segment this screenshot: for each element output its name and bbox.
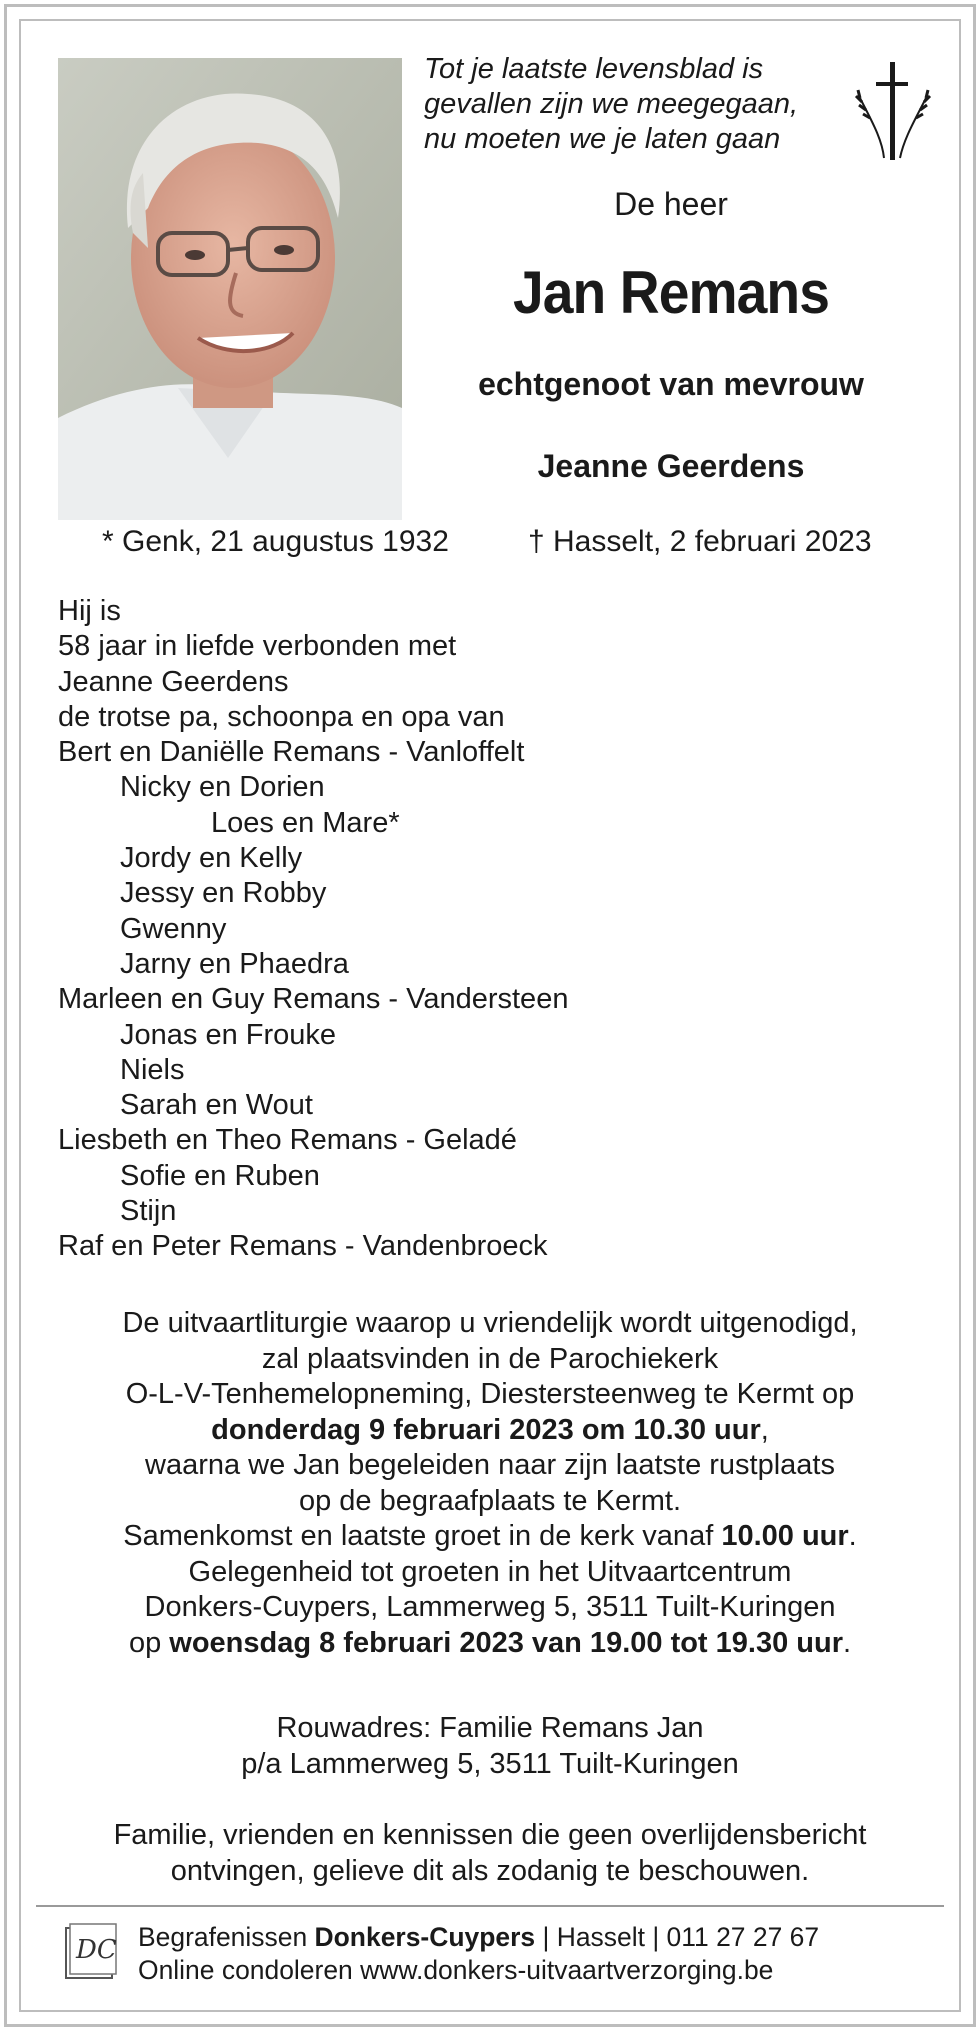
visit-prefix: op — [128, 1626, 162, 1659]
spouse-name: Jeanne Geerdens — [537, 448, 805, 484]
title-prefix: De heer — [614, 186, 728, 222]
poem-line: gevallen zijn we meegegaan, — [424, 88, 799, 120]
portrait-photo — [58, 58, 402, 520]
grandchild: Jessy en Robby — [120, 877, 327, 910]
liturgy-date: donderdag 9 februari 2023 om 10.30 uur — [211, 1413, 761, 1446]
grandchild: Nicky en Dorien — [120, 771, 325, 804]
deceased-name: Jan Remans — [512, 259, 830, 326]
grandchild: Gwenny — [120, 912, 227, 945]
grandchild: Sofie en Ruben — [120, 1159, 320, 1192]
family-list — [58, 594, 918, 1265]
footer-info — [138, 1921, 819, 1987]
liturgy-line: zal plaatsvinden in de Parochiekerk — [261, 1342, 719, 1375]
gathering-line — [40, 1519, 940, 1555]
visit-time: woensdag 8 februari 2023 van 19.00 tot 19.30 uur — [169, 1626, 843, 1659]
grandchild: Jonas en Frouke — [120, 1018, 337, 1051]
gathering-suffix: . — [848, 1520, 857, 1552]
child-couple: Marleen en Guy Remans - Vandersteen — [58, 983, 569, 1016]
gathering-prefix: Samenkomst en laatste groet in de kerk vanaf — [123, 1520, 714, 1552]
footer-phone: 011 27 27 67 — [666, 1922, 820, 1952]
child-couple: Raf en Peter Remans - Vandenbroeck — [58, 1230, 548, 1263]
visit-suffix: . — [843, 1626, 852, 1659]
liturgy-line: O-L-V-Tenhemelopneming, Diestersteenweg te Kermt op — [125, 1378, 855, 1410]
liturgy-line: Donkers-Cuypers, Lammerweg 5, 3511 Tuilt-Kuringen — [144, 1591, 836, 1623]
grandchild: Jarny en Phaedra — [120, 947, 349, 980]
footer-company: Donkers-Cuypers — [314, 1922, 536, 1952]
funeral-home-logo — [64, 1922, 118, 1980]
liturgy-date-suffix: , — [760, 1413, 769, 1446]
child-couple: Liesbeth en Theo Remans - Geladé — [58, 1124, 517, 1157]
cross-icon — [854, 58, 932, 160]
notice-line: Familie, vrienden en kennissen die geen overlijdensbericht — [113, 1819, 867, 1851]
visit-line — [40, 1626, 940, 1662]
family-intro-line: 58 jaar in liefde verbonden met — [58, 630, 457, 663]
liturgy-date-line — [40, 1413, 940, 1449]
great-grandchild: Loes en Mare* — [211, 806, 400, 839]
grandchild: Stijn — [120, 1195, 177, 1228]
grandchild: Sarah en Wout — [120, 1089, 313, 1122]
footer-prefix: Begrafenissen — [138, 1922, 308, 1952]
liturgy-line: waarna we Jan begeleiden naar zijn laatste rustplaats — [145, 1449, 835, 1481]
footer-separator: | — [542, 1922, 550, 1952]
death-info: † Hasselt, 2 februari 2023 — [528, 525, 872, 558]
footer-divider — [36, 1905, 944, 1907]
footer-city: Hasselt — [556, 1922, 645, 1952]
notice-text — [40, 1818, 940, 1889]
logo-text: DC — [76, 1935, 117, 1965]
footer-online-line: Online condoleren www.donkers-uitvaartverzorging.be — [138, 1955, 774, 1985]
footer-line-1 — [138, 1921, 819, 1954]
notice-line: ontvingen, gelieve dit als zodanig te beschouwen. — [170, 1854, 810, 1887]
family-intro-line: Hij is — [58, 595, 121, 627]
mourning-address — [40, 1711, 940, 1782]
poem-line: Tot je laatste levensblad is — [424, 53, 764, 85]
funeral-details — [40, 1306, 940, 1661]
footer-separator: | — [652, 1922, 660, 1952]
liturgy-line: De uitvaartliturgie waarop u vriendelijk wordt uitgenodigd, — [122, 1307, 858, 1339]
child-couple: Bert en Daniëlle Remans - Vanloffelt — [58, 736, 525, 769]
liturgy-line: Gelegenheid tot groeten in het Uitvaartcentrum — [188, 1555, 792, 1588]
grandchild: Niels — [120, 1053, 185, 1086]
spouse-label: echtgenoot van mevrouw — [478, 366, 864, 402]
poem-line: nu moeten we je laten gaan — [424, 123, 781, 155]
address-line: Rouwadres: Familie Remans Jan — [276, 1712, 704, 1744]
liturgy-line: op de begraafplaats te Kermt. — [298, 1484, 682, 1517]
gathering-time: 10.00 uur — [721, 1520, 849, 1552]
family-intro-line: de trotse pa, schoonpa en opa van — [58, 700, 505, 733]
memorial-poem — [424, 52, 844, 157]
family-intro-line: Jeanne Geerdens — [58, 665, 289, 698]
address-line: p/a Lammerweg 5, 3511 Tuilt-Kuringen — [241, 1747, 739, 1780]
birth-info: * Genk, 21 augustus 1932 — [102, 525, 449, 558]
grandchild: Jordy en Kelly — [120, 842, 303, 875]
